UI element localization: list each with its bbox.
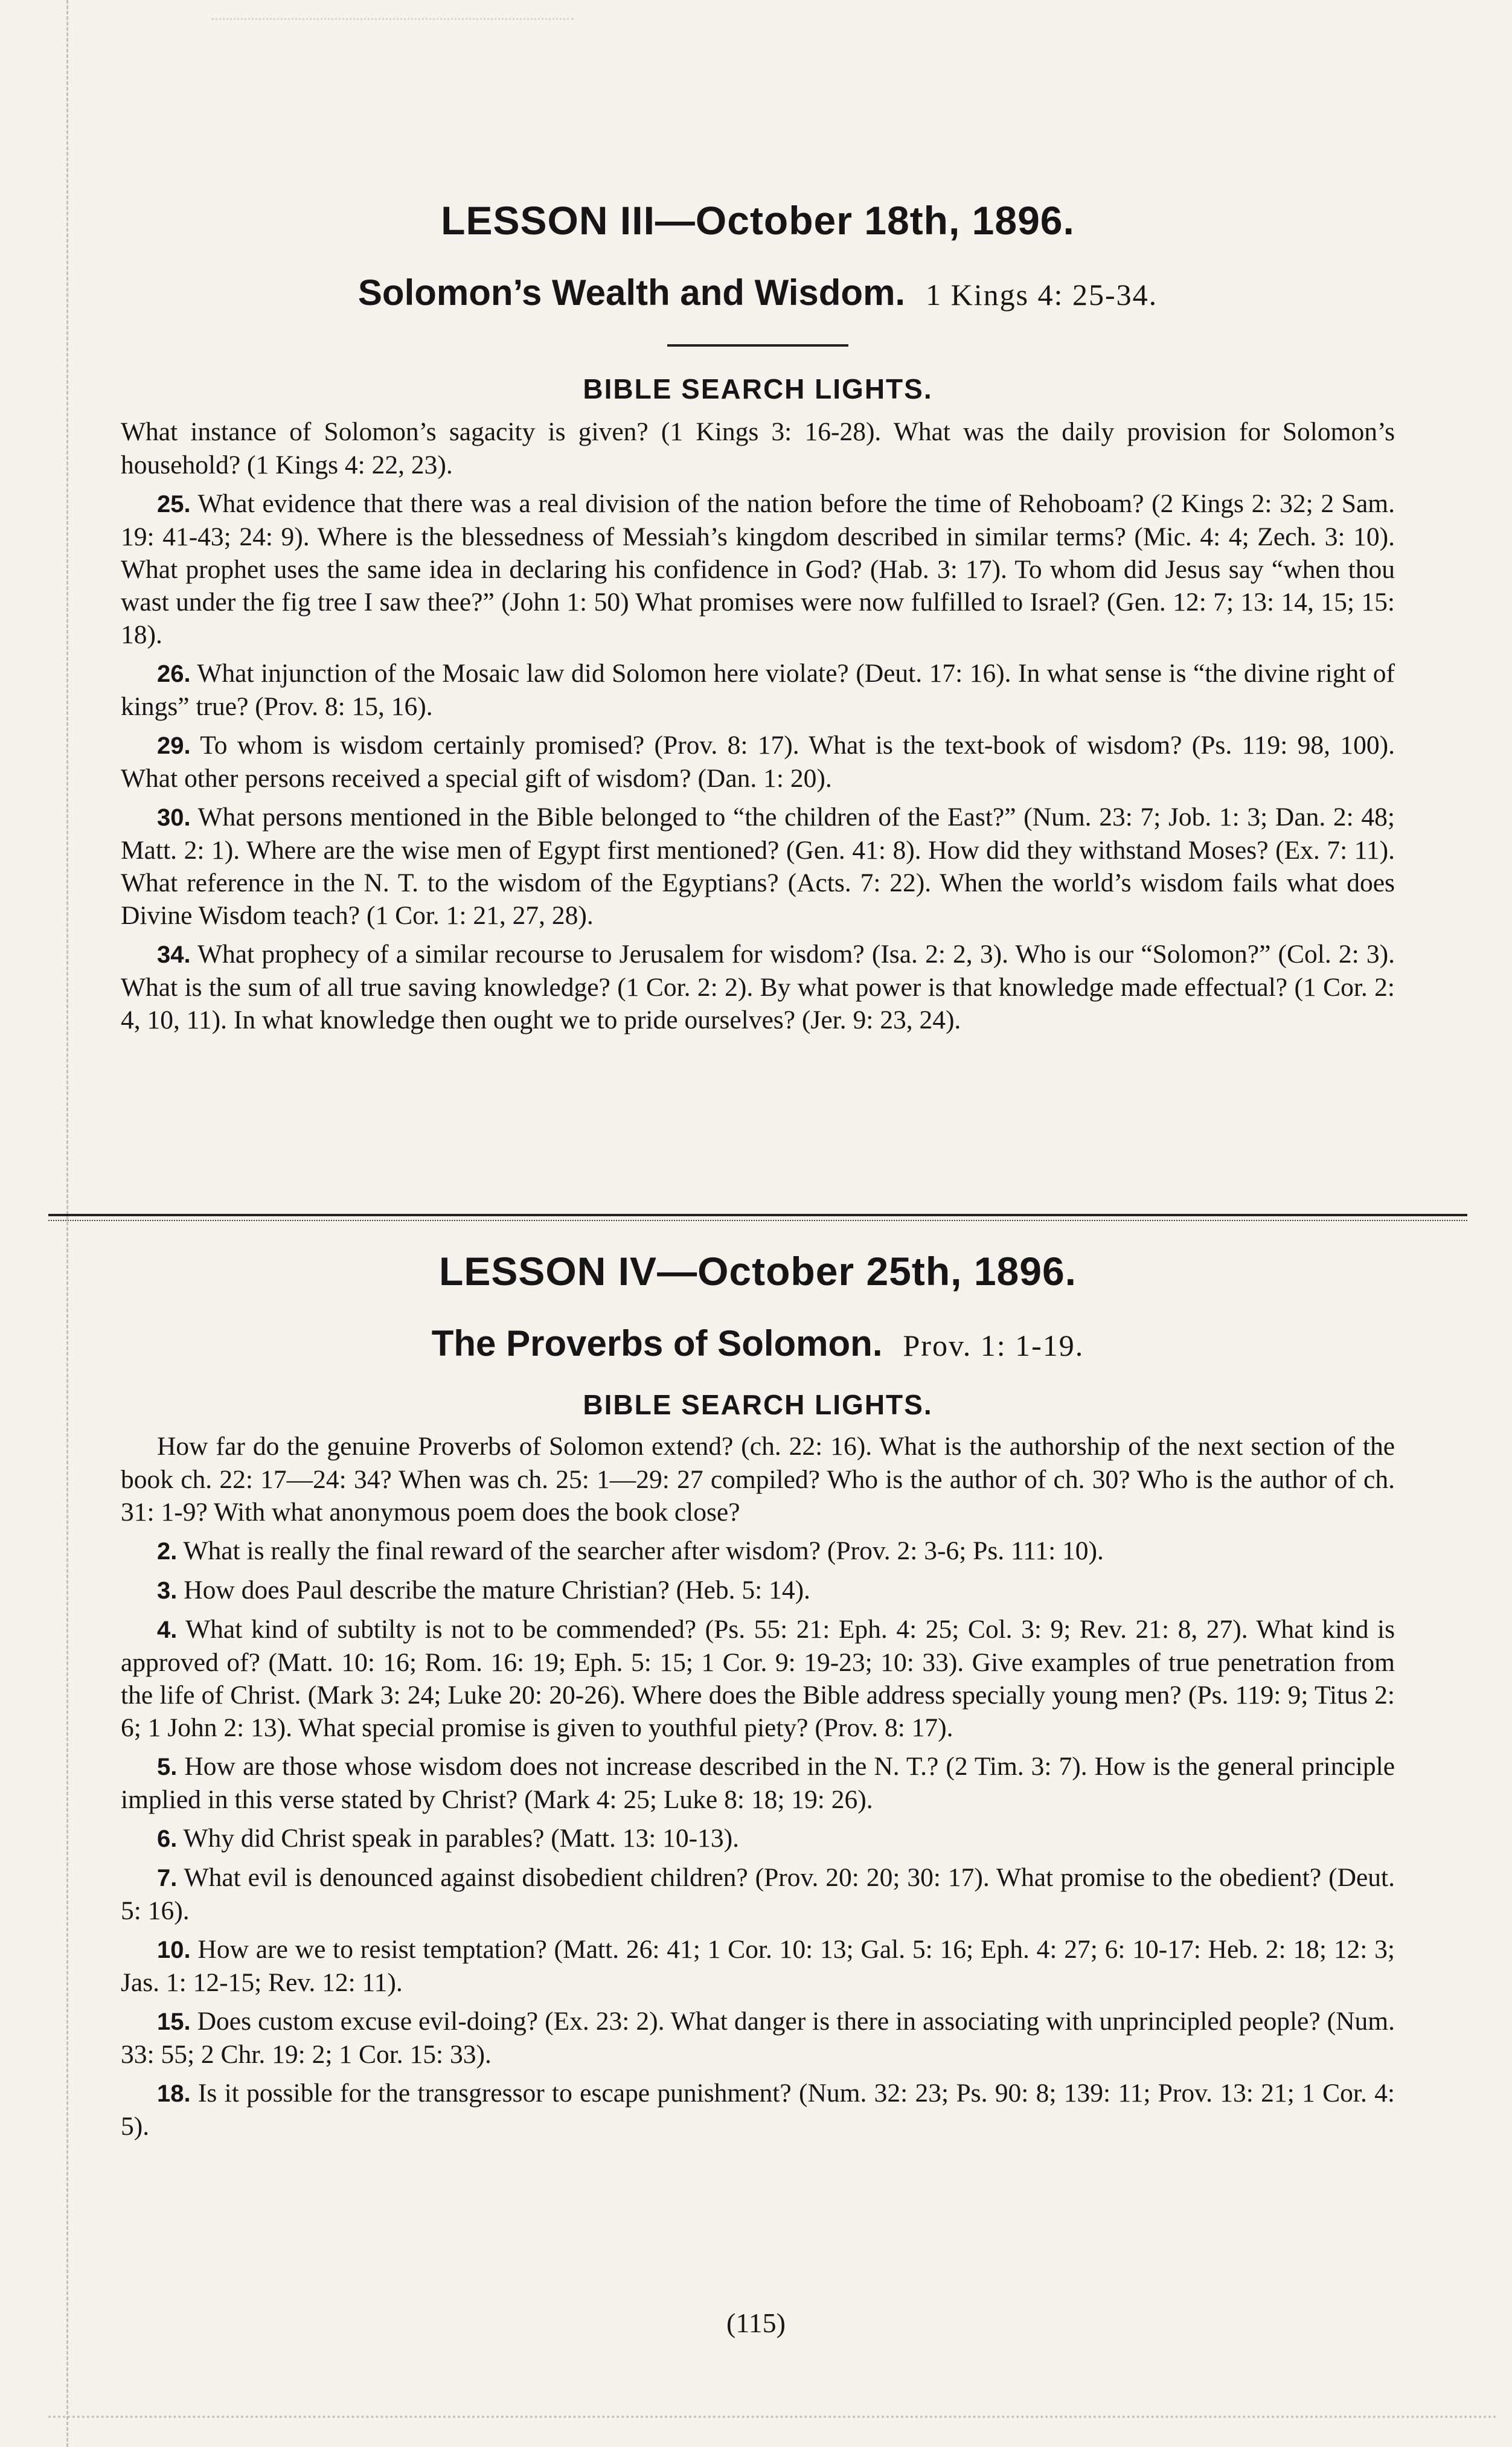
question-paragraph [121, 729, 1395, 795]
question-number: 5. [157, 1754, 178, 1780]
question-text: What instance of Solomon’s sagacity is given? (1 Kings 3: 16-28). What was the daily provision for Solomon’s household? (1 Kings 4: 22, 23). [121, 417, 1395, 479]
page-number: (115) [726, 2307, 786, 2338]
question-number: 4. [157, 1617, 178, 1643]
question-text: What kind of subtilty is not to be commended? (Ps. 55: 21: Eph. 4: 25; Col. 3: 9; Rev. 21: 8, 27). What kind is approved of? (Matt. 10: 16; Rom. 16: 19; Eph. 5: 15; 1 Cor. 9: 19-23; 10: 33). Give examples of true penetration from the life of Christ. (Mark 3: 24; Luke 20: 20-26). Where does the Bible address specially young men? (Ps. 119: 9; Titus 2: 6; 1 John 2: 13). What special promise is given to youthful piety? (Prov. 8: 17). [121, 1615, 1395, 1742]
scan-noise-bottom [48, 2416, 1498, 2418]
question-text: How are those whose wisdom does not increase described in the N. T.? (2 Tim. 3: 7). How is the general principle implied in this verse stated by Christ? (Mark 4: 25; Luke 8: 18; 19: 26). [121, 1752, 1395, 1814]
question-text: Is it possible for the transgressor to escape punishment? (Num. 32: 23; Ps. 90: 8; 139: 11; Prov. 13: 21; 1 Cor. 4: 5). [121, 2079, 1395, 2141]
question-number: 25. [157, 491, 191, 518]
lesson-4-questions [121, 1430, 1395, 2143]
question-number: 15. [157, 2009, 191, 2035]
question-text: What is really the final reward of the searcher after wisdom? (Prov. 2: 3-6; Ps. 111: 10). [183, 1536, 1104, 1565]
binding-edge [24, 0, 68, 2447]
lesson-4-heading: BIBLE SEARCH LIGHTS. [583, 1389, 933, 1420]
question-paragraph [121, 1822, 1395, 1855]
question-number: 29. [157, 733, 191, 759]
question-text: What evil is denounced against disobedient children? (Prov. 20: 20; 30: 17). What promise to the obedient? (Deut. 5: 16). [121, 1863, 1395, 1925]
question-paragraph [121, 801, 1395, 932]
question-paragraph [121, 1535, 1395, 1568]
lesson-4-subtitle-row [121, 1317, 1395, 1381]
section-divider-dotted [48, 1220, 1467, 1221]
question-text: How does Paul describe the mature Christian? (Heb. 5: 14). [184, 1576, 810, 1605]
question-number: 7. [157, 1865, 178, 1891]
question-number: 18. [157, 2080, 191, 2107]
lesson-4-section [121, 1244, 1395, 2143]
question-paragraph [121, 1613, 1395, 1744]
lesson-3-section [121, 193, 1395, 1036]
question-paragraph [121, 938, 1395, 1036]
question-paragraph [121, 1750, 1395, 1816]
question-text: Does custom excuse evil-doing? (Ex. 23: 2). What danger is there in associating with unprincipled people? (Num. 33: 55; 2 Chr. 19: 2; 1 Cor. 15: 33). [121, 2007, 1395, 2069]
section-divider [48, 1214, 1467, 1216]
question-text: What evidence that there was a real division of the nation before the time of Rehoboam? (2 Kings 2: 32; 2 Sam. 19: 41-43; 24: 9). Where is the blessedness of Messiah’s kingdom described in similar terms? (Mic. 4: 4; Zech. 3: 10). What prophet uses the same idea in declaring his confidence in God? (Hab. 3: 17). To whom did Jesus say “when thou wast under the fig tree I saw thee?” (John 1: 50) What promises were now fulfilled to Israel? (Gen. 12: 7; 13: 14, 15; 15: 18). [121, 489, 1395, 649]
question-number: 10. [157, 1937, 191, 1963]
lesson-4-title: LESSON IV—October 25th, 1896. [439, 1249, 1077, 1294]
question-number: 34. [157, 941, 191, 968]
question-text: What persons mentioned in the Bible belonged to “the children of the East?” (Num. 23: 7; Job. 1: 3; Dan. 2: 48; Matt. 2: 1). Where are the wise men of Egypt first mentioned? (Gen. 41: 8). How did they withstand Moses? (Ex. 7: 11). What reference in the N. T. to the wisdom of the Egyptians? (Acts. 7: 22). When the world’s wisdom fails what does Divine Wisdom teach? (1 Cor. 1: 21, 27, 28). [121, 803, 1395, 930]
question-paragraph [121, 2005, 1395, 2071]
question-paragraph [121, 415, 1395, 481]
lesson-4-subtitle: The Proverbs of Solomon. [431, 1323, 883, 1364]
question-text: How far do the genuine Proverbs of Solomon extend? (ch. 22: 16). What is the authorship of the next section of the book ch. 22: 17—24: 34? When was ch. 25: 1—29: 27 compiled? Who is the author of ch. 30? Who is the author of ch. 31: 1-9? With what anonymous poem does the book close? [121, 1432, 1395, 1527]
lesson-3-subtitle-row [121, 266, 1395, 330]
question-number: 26. [157, 661, 191, 687]
question-text: To whom is wisdom certainly promised? (Prov. 8: 17). What is the text-book of wisdom? (Ps. 119: 98, 100). What other persons received a special gift of wisdom? (Dan. 1: 20). [121, 731, 1395, 793]
title-rule [667, 344, 848, 347]
lesson-3-questions [121, 415, 1395, 1036]
question-text: How are we to resist temptation? (Matt. 26: 41; 1 Cor. 10: 13; Gal. 5: 16; Eph. 4: 27; 6: 10-17: Heb. 2: 18; 12: 3; Jas. 1: 12-15; Rev. 12: 11). [121, 1935, 1395, 1997]
question-paragraph [121, 1574, 1395, 1607]
question-text: What injunction of the Mosaic law did Solomon here violate? (Deut. 17: 16). In what sense is “the divine right of kings” true? (Prov. 8: 15, 16). [121, 659, 1395, 721]
question-paragraph [121, 657, 1395, 723]
question-number: 3. [157, 1577, 178, 1604]
scan-noise [211, 18, 574, 56]
lesson-3-title: LESSON III—October 18th, 1896. [441, 198, 1075, 243]
lesson-4-scripture: Prov. 1: 1-19. [903, 1329, 1084, 1362]
question-number: 6. [157, 1826, 178, 1852]
question-number: 30. [157, 804, 191, 831]
question-paragraph [121, 1430, 1395, 1528]
lesson-3-heading: BIBLE SEARCH LIGHTS. [583, 373, 933, 405]
question-text: What prophecy of a similar recourse to Jerusalem for wisdom? (Isa. 2: 2, 3). Who is our “Solomon?” (Col. 2: 3). What is the sum of all true saving knowledge? (1 Cor. 2: 2). By what power is that knowledge made effectual? (1 Cor. 2: 4, 10, 11). In what knowledge then ought we to pride ourselves? (Jer. 9: 23, 24). [121, 940, 1395, 1034]
lesson-3-scripture: 1 Kings 4: 25-34. [926, 278, 1158, 312]
question-number: 2. [157, 1538, 178, 1565]
question-paragraph [121, 487, 1395, 651]
question-text: Why did Christ speak in parables? (Matt. 13: 10-13). [183, 1824, 740, 1853]
question-paragraph [121, 1861, 1395, 1927]
question-paragraph [121, 2077, 1395, 2143]
question-paragraph [121, 1933, 1395, 1999]
lesson-3-subtitle: Solomon’s Wealth and Wisdom. [357, 272, 906, 313]
